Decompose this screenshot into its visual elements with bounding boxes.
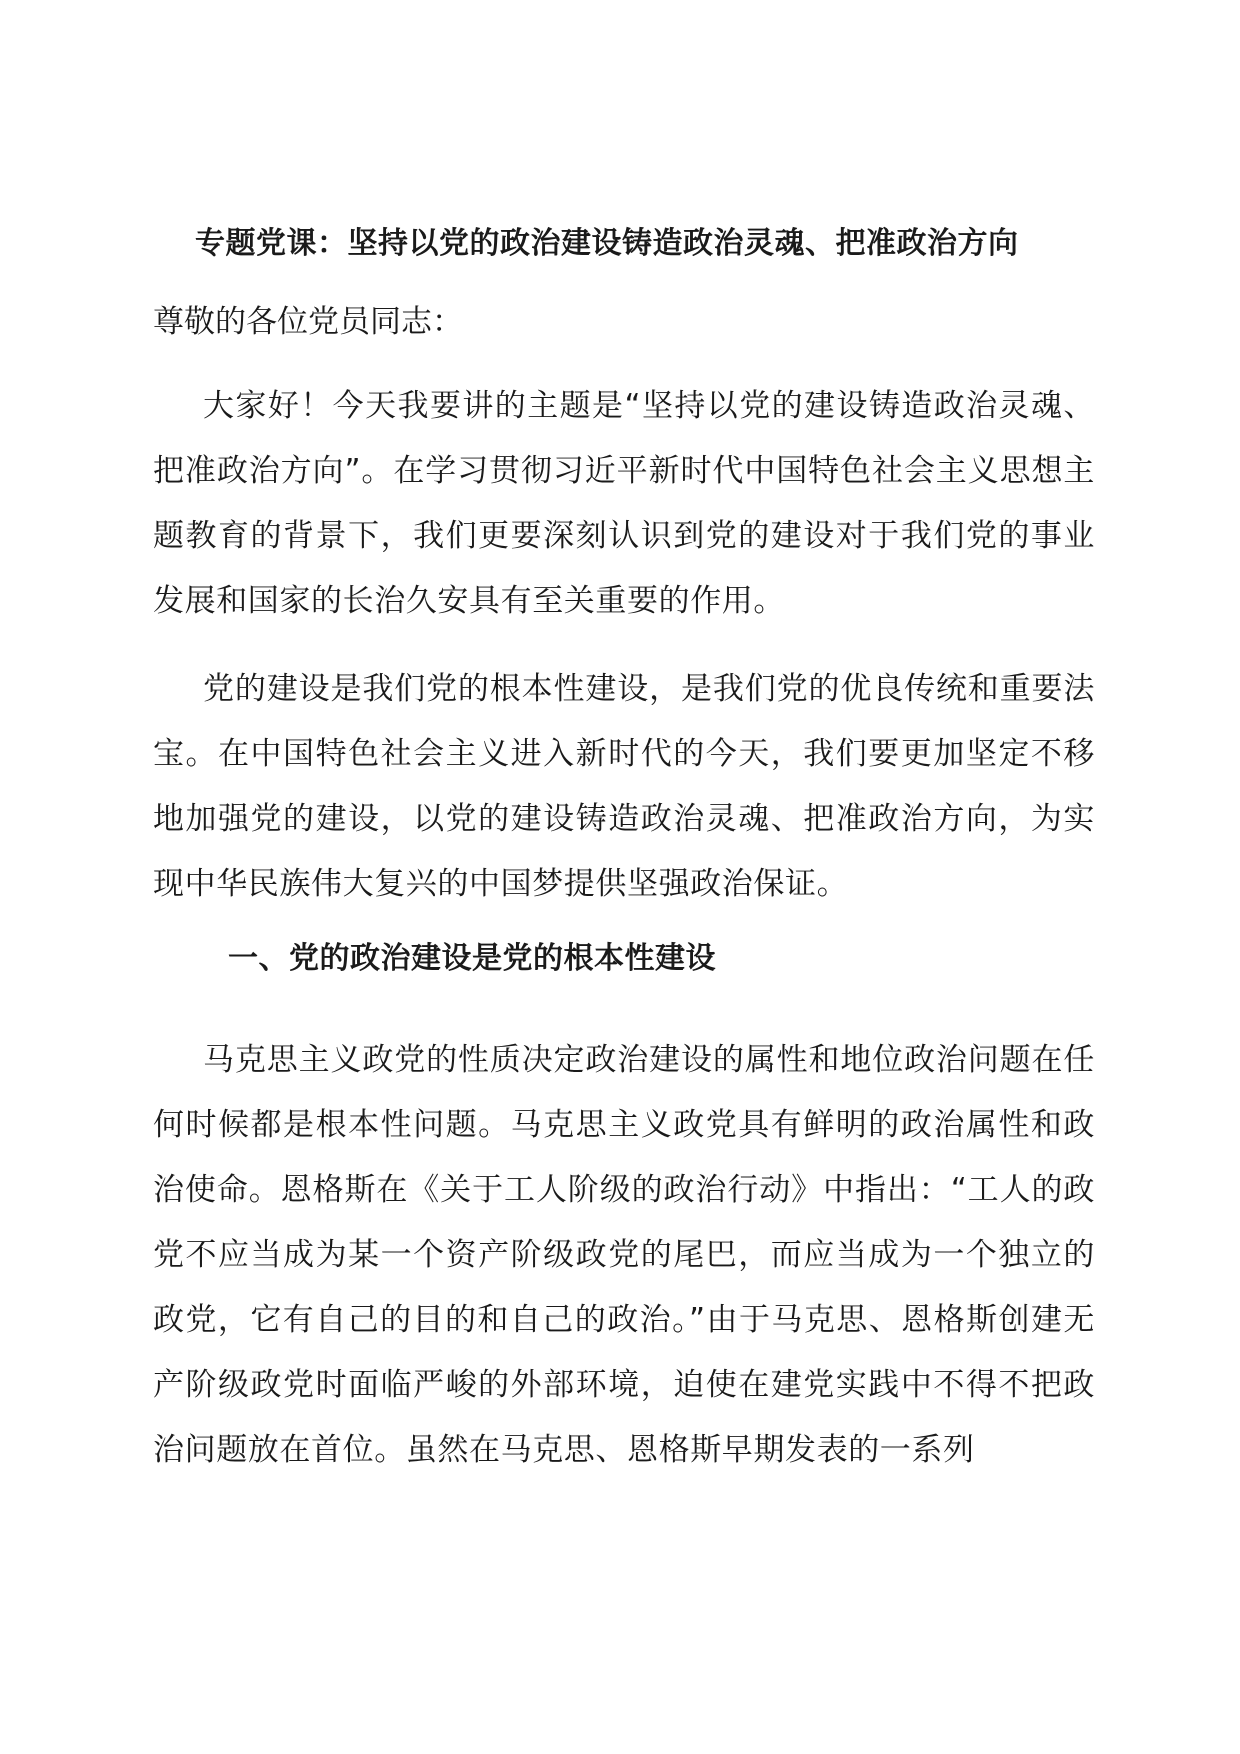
- paragraph-intro: 大家好！今天我要讲的主题是“坚持以党的建设铸造政治灵魂、把准政治方向”。在学习贯彻习近平新时代中国特色社会主义思想主题教育的背景下，我们更要深刻认识到党的建设对于我们党的事业发展和国家的长治久安具有至关重要的作用。: [153, 388, 1095, 619]
- salutation: 尊敬的各位党员同志：: [153, 304, 463, 340]
- paragraph-party-building: 党的建设是我们党的根本性建设，是我们党的优良传统和重要法宝。在中国特色社会主义进入新时代的今天，我们要更加坚定不移地加强党的建设，以党的建设铸造政治灵魂、把准政治方向，为实现中华民族伟大复兴的中国梦提供坚强政治保证。: [153, 671, 1095, 902]
- section-heading: 一、党的政治建设是党的根本性建设: [228, 941, 716, 976]
- document-title: 专题党课：坚持以党的政治建设铸造政治灵魂、把准政治方向: [195, 226, 1019, 261]
- section-paragraph: 马克思主义政党的性质决定政治建设的属性和地位政治问题在任何时候都是根本性问题。马克思主义政党具有鲜明的政治属性和政治使命。恩格斯在《关于工人阶级的政治行动》中指出：“工人的政党不应当成为某一个资产阶级政党的尾巴，而应当成为一个独立的政党，它有自己的目的和自己的政治。”由于马克思、恩格斯创建无产阶级政党时面临严峻的外部环境，迫使在建党实践中不得不把政治问题放在首位。虽然在马克思、恩格斯早期发表的一系列: [153, 1042, 1095, 1468]
